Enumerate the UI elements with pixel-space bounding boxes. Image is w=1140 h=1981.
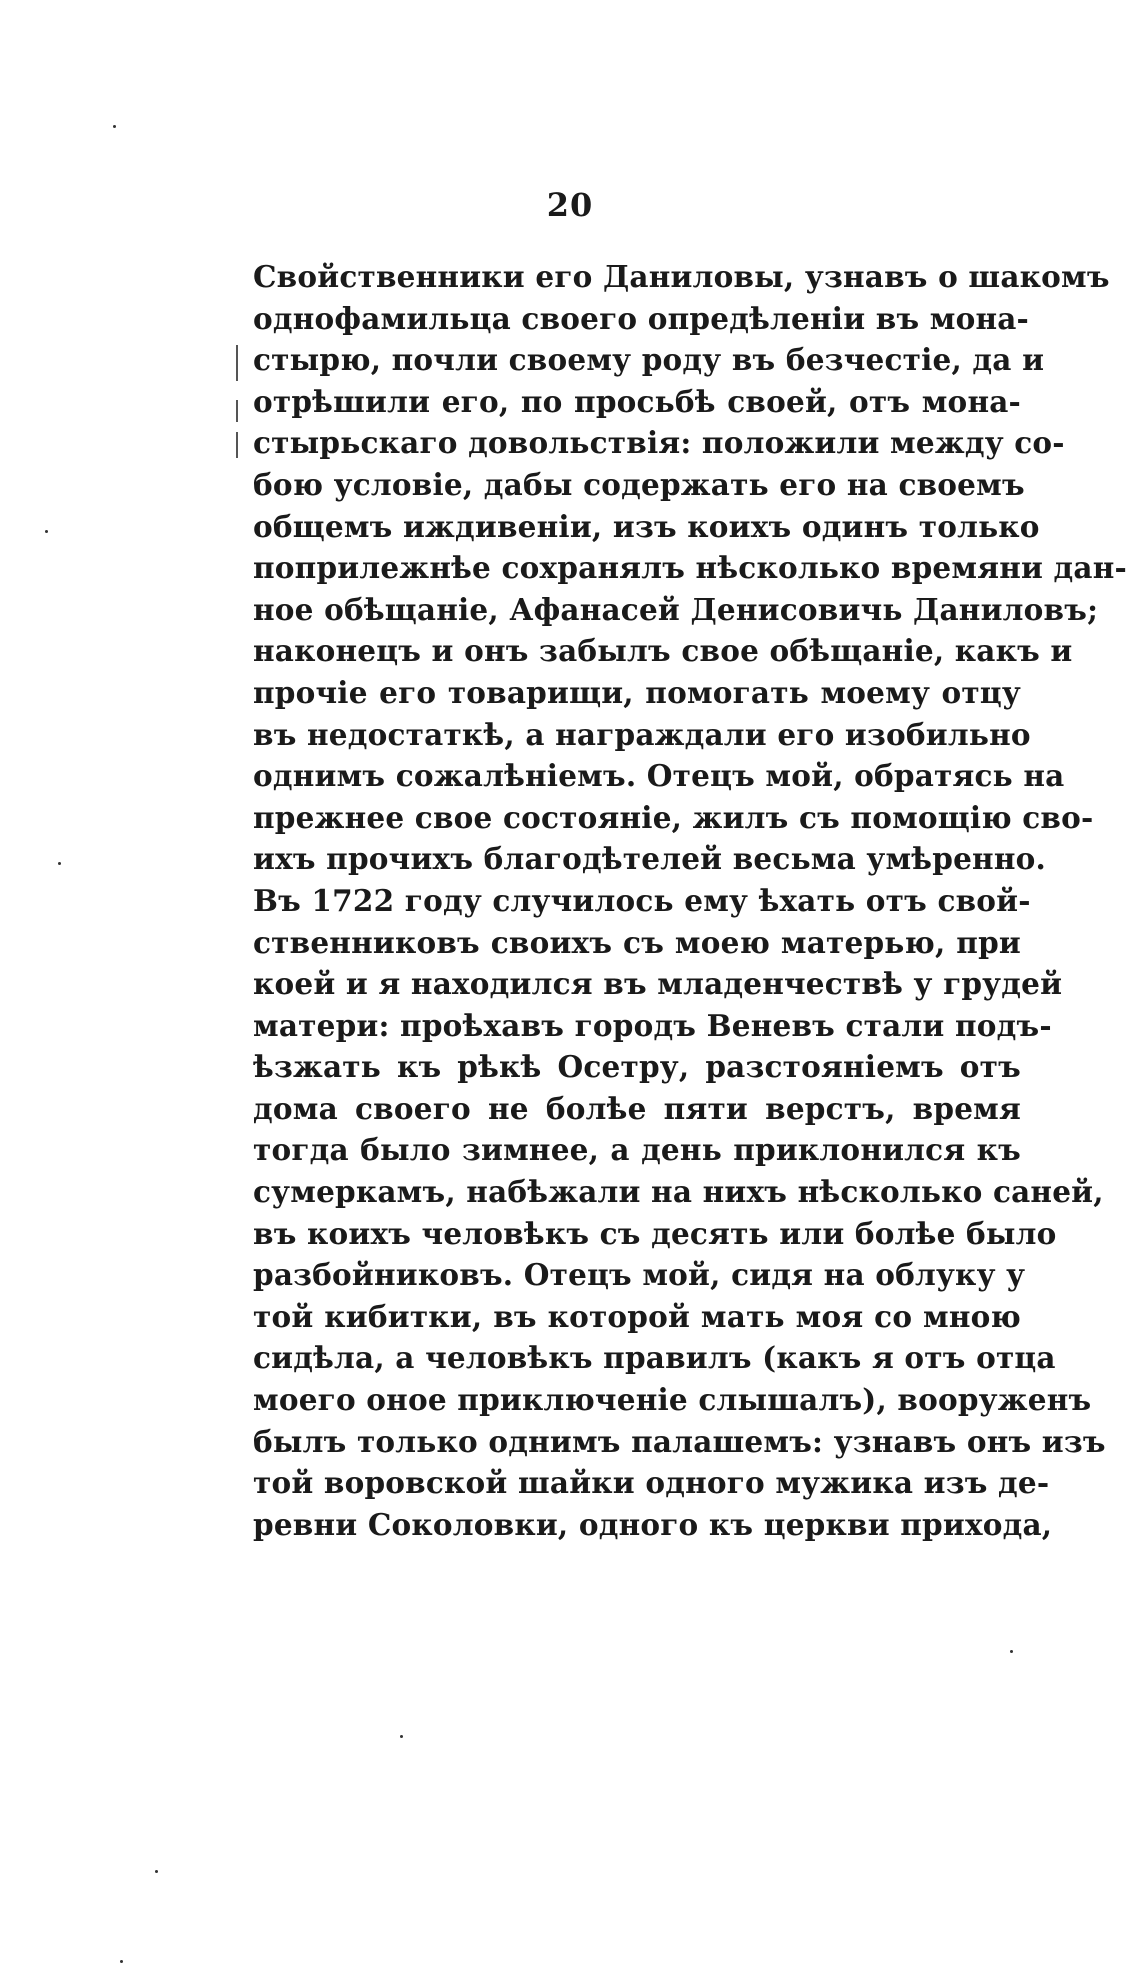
text-line: однофамильца своего опредѣленіи въ мона- [253, 300, 1029, 336]
text-line: прочіе его товарищи, помогать моему отцу [253, 674, 1021, 710]
text-line: прежнее свое состояніе, жилъ съ помощію сво- [253, 799, 1094, 835]
margin-mark [236, 400, 238, 422]
margin-mark [236, 345, 238, 381]
scan-speck [58, 862, 61, 865]
text-line: однимъ сожалѣніемъ. Отецъ мой, обратясь на [253, 758, 1065, 794]
text-line: ихъ прочихъ благодѣтелей весьма умѣренно. [253, 841, 1046, 877]
scan-speck [120, 1960, 123, 1963]
text-line: тогда было зимнее, а день приклонился къ [253, 1132, 1021, 1168]
page-number: 20 [546, 186, 594, 224]
text-line: стырю, почли своему роду въ безчестіе, да и [253, 342, 1045, 378]
text-line: въ коихъ человѣкъ съ десять или болѣе было [253, 1215, 1057, 1251]
text-line: ѣзжать къ рѣкѣ Осетру, разстояніемъ отъ [253, 1049, 1021, 1085]
margin-mark [236, 432, 238, 458]
text-line: отрѣшили его, по просьбѣ своей, отъ мона- [253, 383, 1021, 419]
text-line: ное обѣщаніе, Афанасей Денисовичь Даниловъ; [253, 591, 1099, 627]
text-line: матери: проѣхавъ городъ Веневъ стали подъ- [253, 1007, 1052, 1043]
text-line: ревни Соколовки, одного къ церкви прихода, [253, 1506, 1053, 1542]
body-text [253, 256, 1127, 1545]
text-line: бою условіе, дабы содержать его на своемъ [253, 466, 1025, 502]
text-line: ственниковъ своихъ съ моею матерью, при [253, 924, 1021, 960]
text-line: въ недостаткѣ, а награждали его изобильно [253, 716, 1031, 752]
scan-speck [45, 530, 48, 533]
text-line: Въ 1722 году случилось ему ѣхать отъ свой- [253, 882, 1031, 918]
text-line: моего оное приключеніе слышалъ), вооруженъ [253, 1382, 1092, 1418]
scan-speck [155, 1870, 158, 1873]
scan-speck [113, 125, 116, 128]
text-line: поприлежнѣе сохранялъ нѣсколько времяни дан- [253, 550, 1127, 586]
text-line: коей и я находился въ младенчествѣ у грудей [253, 966, 1063, 1002]
text-line: былъ только однимъ палашемъ: узнавъ онъ изъ [253, 1423, 1106, 1459]
text-line: той кибитки, въ которой мать моя со мною [253, 1298, 1021, 1334]
text-line: разбойниковъ. Отецъ мой, сидя на облуку у [253, 1257, 1026, 1293]
text-line: общемъ иждивеніи, изъ коихъ одинъ только [253, 508, 1040, 544]
text-line: наконецъ и онъ забылъ свое обѣщаніе, какъ и [253, 633, 1073, 669]
text-line: сидѣла, а человѣкъ правилъ (какъ я отъ отца [253, 1340, 1056, 1376]
text-line: Свойственники его Даниловы, узнавъ о шакомъ [253, 259, 1110, 294]
scan-speck [1010, 1650, 1013, 1653]
text-line: дома своего не болѣе пяти верстъ, время [253, 1090, 1021, 1126]
text-line: стырьскаго довольствія: положили между со- [253, 425, 1065, 461]
text-line: той воровской шайки одного мужика изъ де- [253, 1465, 1050, 1501]
text-line: сумеркамъ, набѣжали на нихъ нѣсколько саней, [253, 1174, 1104, 1210]
scan-speck [400, 1735, 403, 1738]
